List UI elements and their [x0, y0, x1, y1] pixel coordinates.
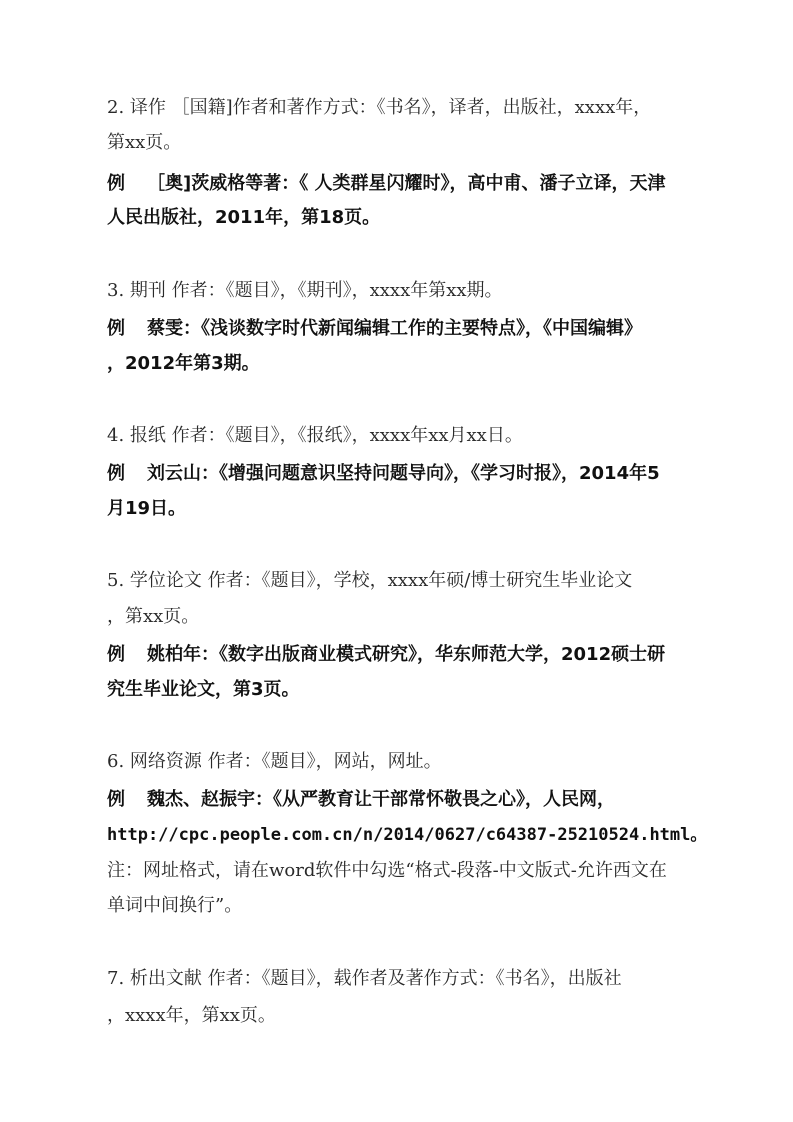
rule-line: 2. 译作 ［国籍]作者和著作方式：《书名》，译者，出版社，xxxx年， [107, 97, 652, 118]
example-text: ［奥]茨威格等著：《 人类群星闪耀时》，高中甫、潘子立译，天津 [147, 173, 666, 194]
example-line: 月19日。 [107, 498, 187, 519]
example-line [107, 172, 707, 196]
example-text: 刘云山：《增强问题意识坚持问题导向》，《学习时报》，2014年5 [147, 463, 660, 484]
rule-line: 6. 网络资源 作者：《题目》，网站，网址。 [107, 751, 442, 772]
example-text: 蔡雯：《浅谈数字时代新闻编辑工作的主要特点》，《中国编辑》 [147, 318, 642, 339]
example-text: 魏杰、赵振宇：《从严教育让干部常怀敬畏之心》，人民网， [147, 789, 615, 810]
rule-line: 第xx页。 [107, 132, 182, 153]
example-line [107, 643, 707, 667]
example-prefix: 例 [107, 789, 125, 810]
rule-line: 5. 学位论文 作者：《题目》，学校，xxxx年硕/博士研究生毕业论文 [107, 570, 633, 591]
example-line [107, 788, 707, 812]
example-prefix: 例 [107, 173, 125, 194]
example-text: 姚柏年：《数字出版商业模式研究》，华东师范大学，2012硕士研 [147, 644, 666, 665]
example-line: 究生毕业论文，第3页。 [107, 679, 300, 700]
rule-line: 3. 期刊 作者：《题目》，《期刊》，xxxx年第xx期。 [107, 280, 503, 301]
rule-line: ，xxxx年，第xx页。 [107, 1005, 276, 1026]
note-line: 单词中间换行”。 [107, 895, 243, 916]
example-prefix: 例 [107, 644, 125, 665]
rule-line: 4. 报纸 作者：《题目》，《报纸》，xxxx年xx月xx日。 [107, 425, 523, 446]
example-prefix: 例 [107, 318, 125, 339]
example-url-line: http://cpc.people.com.cn/n/2014/0627/c64387-25210524.html。 [107, 825, 708, 845]
example-line [107, 317, 707, 341]
rule-line: 7. 析出文献 作者：《题目》，载作者及著作方式：《书名》，出版社 [107, 968, 622, 989]
rule-line: ，第xx页。 [107, 606, 200, 627]
example-line: 人民出版社，2011年，第18页。 [107, 207, 381, 228]
example-line: ，2012年第3期。 [107, 353, 260, 374]
example-prefix: 例 [107, 463, 125, 484]
example-line [107, 462, 707, 486]
note-line: 注：网址格式，请在word软件中勾选“格式-段落-中文版式-允许西文在 [107, 860, 667, 881]
